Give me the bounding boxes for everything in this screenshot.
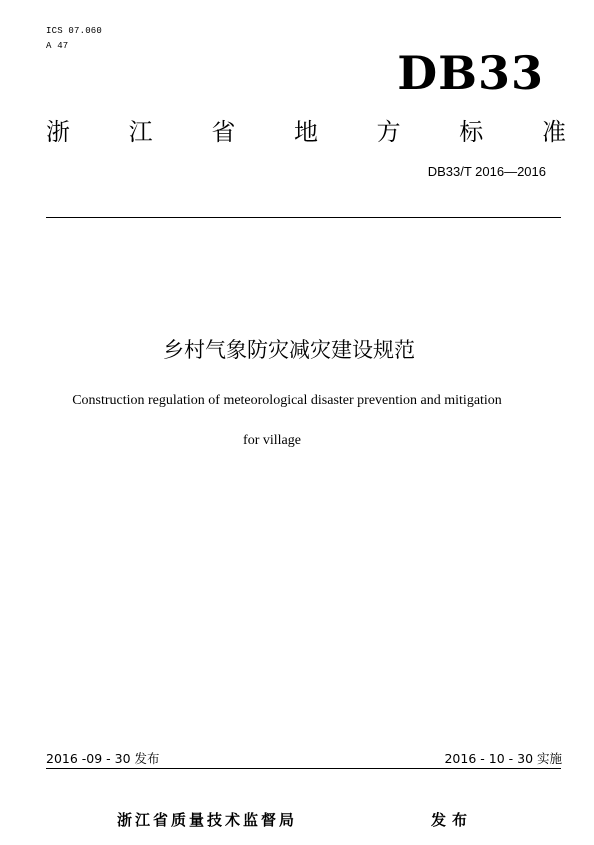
- classification-code: A 47: [46, 41, 69, 51]
- issue-label: 发布: [431, 811, 474, 829]
- standard-type-char: 浙: [46, 118, 70, 146]
- document-title-text: 乡村气象防灾减灾建设规范: [163, 338, 415, 362]
- standard-type-char: 地: [293, 118, 318, 146]
- ics-code: ICS 07.060: [46, 26, 103, 36]
- document-title: [0, 335, 594, 365]
- english-title-text-2: for village: [243, 433, 301, 448]
- implementation-date: 2016 - 10 - 30 实施: [444, 751, 562, 766]
- standard-type-title: [46, 115, 566, 149]
- standard-code-large: DB33: [397, 46, 544, 100]
- issue-date: 2016 -09 - 30 发布: [46, 751, 160, 766]
- standard-type-char: 标: [459, 118, 484, 146]
- standard-type-char: 省: [211, 118, 236, 146]
- english-title-text-1: Construction regulation of meteorological disaster prevention and mitigation: [72, 393, 502, 408]
- standard-number: DB33/T 2016—2016: [427, 164, 546, 179]
- header-divider: [46, 217, 561, 218]
- english-title-line-1: [0, 392, 594, 410]
- standard-type-char: 江: [128, 118, 153, 146]
- standard-type-char: 准: [541, 118, 566, 146]
- standard-type-char: 方: [376, 118, 401, 146]
- english-title-line-2: [0, 432, 594, 450]
- issuing-authority: 浙江省质量技术监督局: [117, 811, 298, 829]
- footer-divider: [46, 768, 561, 769]
